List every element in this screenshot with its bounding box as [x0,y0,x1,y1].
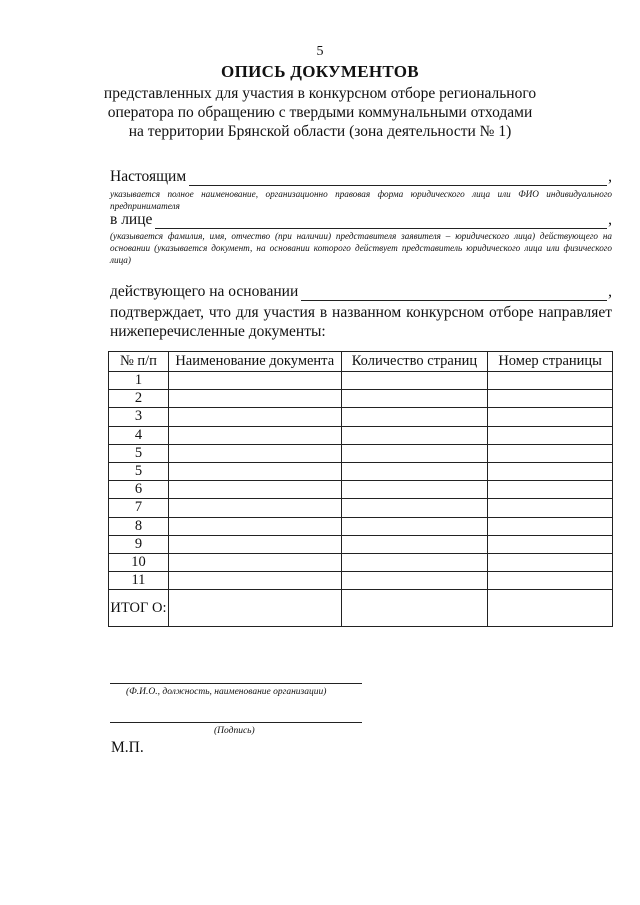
declarant-note: указывается полное наименование, организационно правовая форма юридического лица или ФИО индивидуального предпринимателя [110,189,612,211]
basis-comma: , [608,283,612,300]
total-cell[interactable] [168,590,341,627]
row-document-name-cell[interactable] [168,408,341,426]
row-document-name-cell[interactable] [168,390,341,408]
representative-field[interactable] [155,214,607,229]
row-page-count-cell[interactable] [341,499,488,517]
row-page-number-cell[interactable] [488,408,613,426]
row-number: 10 [109,553,169,571]
row-page-count-cell[interactable] [341,390,488,408]
row-document-name-cell[interactable] [168,535,341,553]
row-page-number-cell[interactable] [488,553,613,571]
row-page-count-cell[interactable] [341,462,488,480]
header-page-count: Количество страниц [341,352,488,372]
row-page-count-cell[interactable] [341,481,488,499]
table-body [109,372,613,627]
table-row [109,372,613,390]
row-number: 4 [109,426,169,444]
row-document-name-cell[interactable] [168,499,341,517]
row-page-count-cell[interactable] [341,535,488,553]
representative-comma: , [608,211,612,228]
total-cell[interactable] [341,590,488,627]
table-row [109,499,613,517]
total-cell[interactable] [488,590,613,627]
basis-label: действующего на основании [110,283,299,300]
document-subtitle: представленных для участия в конкурсном отборе регионального оператора по обращению с твердыми коммунальными отходами на территории Брянской области (зона деятельности № 1) [103,85,537,140]
row-document-name-cell[interactable] [168,462,341,480]
row-page-count-cell[interactable] [341,517,488,535]
row-document-name-cell[interactable] [168,553,341,571]
table-row [109,572,613,590]
table-row [109,426,613,444]
header-document-name: Наименование документа [168,352,341,372]
representative-label: в лице [110,211,153,228]
row-number: 9 [109,535,169,553]
row-page-count-cell[interactable] [341,372,488,390]
row-page-count-cell[interactable] [341,426,488,444]
row-document-name-cell[interactable] [168,426,341,444]
row-page-count-cell[interactable] [341,408,488,426]
basis-field[interactable] [301,286,607,301]
row-page-number-cell[interactable] [488,372,613,390]
row-number: 2 [109,390,169,408]
declarant-row [110,168,612,186]
row-page-number-cell[interactable] [488,517,613,535]
row-number: 3 [109,408,169,426]
row-page-count-cell[interactable] [341,572,488,590]
row-page-count-cell[interactable] [341,553,488,571]
signature-line[interactable] [110,722,362,723]
signature-caption: (Подпись) [214,726,255,736]
table-row [109,408,613,426]
table-row [109,517,613,535]
row-document-name-cell[interactable] [168,444,341,462]
row-number: 5 [109,444,169,462]
row-page-number-cell[interactable] [488,390,613,408]
table-header-row [109,352,613,372]
table-row [109,553,613,571]
row-page-number-cell[interactable] [488,462,613,480]
row-page-number-cell[interactable] [488,426,613,444]
declarant-comma: , [608,168,612,185]
table-row [109,390,613,408]
row-document-name-cell[interactable] [168,372,341,390]
row-document-name-cell[interactable] [168,517,341,535]
row-number: 6 [109,481,169,499]
row-number: 5 [109,462,169,480]
table-row [109,444,613,462]
row-page-number-cell[interactable] [488,499,613,517]
total-label: ИТОГ О: [109,590,169,627]
row-page-number-cell[interactable] [488,444,613,462]
row-page-number-cell[interactable] [488,572,613,590]
row-number: 7 [109,499,169,517]
representative-row [110,211,612,229]
basis-row [110,283,612,301]
declarant-field[interactable] [189,171,607,186]
row-document-name-cell[interactable] [168,572,341,590]
page-number: 5 [316,44,324,59]
documents-table [108,351,613,627]
row-number: 1 [109,372,169,390]
representative-note: (указывается фамилия, имя, отчество (при наличии) представителя заявителя – юридического лица) действующего на основании (указывается документ, на основании которого действует представитель юридического лица или физического лица) [110,231,612,265]
row-document-name-cell[interactable] [168,481,341,499]
row-number: 11 [109,572,169,590]
confirmation-text: подтверждает, что для участия в названном конкурсном отборе направляет нижеперечисленные документы: [110,304,612,340]
row-number: 8 [109,517,169,535]
header-page-number: Номер страницы [488,352,613,372]
declarant-label: Настоящим [110,168,187,185]
row-page-count-cell[interactable] [341,444,488,462]
row-page-number-cell[interactable] [488,481,613,499]
header-number: № п/п [109,352,169,372]
table-row [109,481,613,499]
document-title: ОПИСЬ ДОКУМЕНТОВ [221,62,419,81]
row-page-number-cell[interactable] [488,535,613,553]
stamp-place: М.П. [111,739,144,756]
table-total-row [109,590,613,627]
name-signature-line[interactable] [110,683,362,684]
name-signature-caption: (Ф.И.О., должность, наименование организации) [126,687,327,697]
table-row [109,462,613,480]
table-row [109,535,613,553]
